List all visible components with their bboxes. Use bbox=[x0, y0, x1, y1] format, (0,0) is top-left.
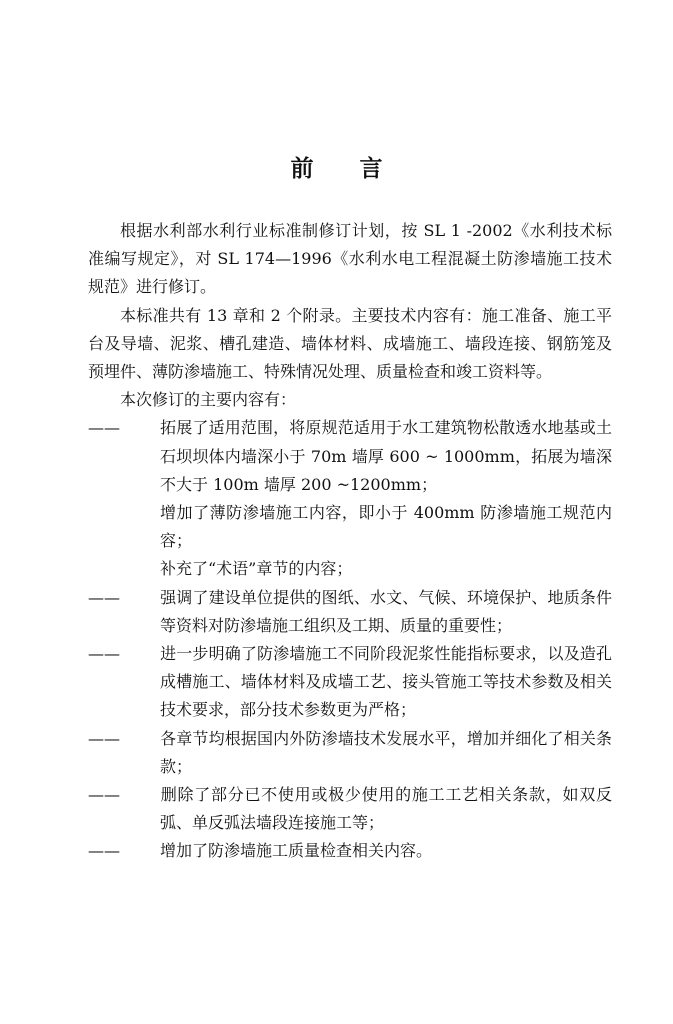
paragraph-content-summary: 本标准共有 13 章和 2 个附录。主要技术内容有：施工准备、施工平台及导墙、泥浆、槽孔建造、墙体材料、成墙施工、墙段连接、钢筋笼及预埋件、薄防渗墙施工、特殊情况处理、质量检查和竣工资料等。 bbox=[88, 305, 612, 382]
revision-list bbox=[88, 414, 612, 865]
list-dash: —— bbox=[88, 785, 120, 805]
list-item bbox=[88, 781, 612, 837]
list-item bbox=[88, 640, 612, 725]
list-item bbox=[88, 584, 612, 640]
list-item-text: 删除了部分已不使用或极少使用的施工工艺相关条款，如双反弧、单反弧法墙段连接施工等； bbox=[160, 785, 612, 833]
list-item-text: 增加了防渗墙施工质量检查相关内容。 bbox=[160, 841, 433, 861]
list-item-sub: 增加了薄防渗墙施工内容，即小于 400mm 防渗墙施工规范内容； bbox=[160, 503, 612, 551]
list-dash: —— bbox=[88, 728, 120, 748]
page-title: 前言 bbox=[290, 155, 429, 182]
list-item-sub: 补充了“术语”章节的内容； bbox=[160, 559, 353, 579]
list-item bbox=[88, 725, 612, 781]
list-item bbox=[88, 837, 612, 865]
list-item-text: 拓展了适用范围，将原规范适用于水工建筑物松散透水地基或土石坝坝体内墙深小于 70m 墙厚 600 ~ 1000mm，拓展为墙深不大于 100m 墙厚 200 ~1200mm； bbox=[160, 418, 612, 494]
list-dash: —— bbox=[88, 644, 120, 664]
paragraph-revision-intro: 本次修订的主要内容有： bbox=[120, 390, 297, 410]
list-dash: —— bbox=[88, 418, 120, 438]
list-dash: —— bbox=[88, 587, 120, 607]
preface-body bbox=[88, 217, 612, 866]
list-item-text: 各章节均根据国内外防渗墙技术发展水平，增加并细化了相关条款； bbox=[160, 728, 612, 776]
list-item-text: 强调了建设单位提供的图纸、水文、气候、环境保护、地质条件等资料对防渗墙施工组织及工期、质量的重要性； bbox=[160, 587, 612, 635]
paragraph-revision-basis: 根据水利部水利行业标准制修订计划，按 SL 1 -2002《水利技术标准编写规定》，对 SL 174—1996《水利水电工程混凝土防渗墙施工技术规范》进行修订。 bbox=[88, 221, 612, 297]
list-item bbox=[88, 414, 612, 499]
list-item-text: 进一步明确了防渗墙施工不同阶段泥浆性能指标要求，以及造孔成槽施工、墙体材料及成墙工艺、接头管施工等技术参数及相关技术要求，部分技术参数更为严格； bbox=[160, 644, 612, 720]
list-dash: —— bbox=[88, 841, 120, 861]
